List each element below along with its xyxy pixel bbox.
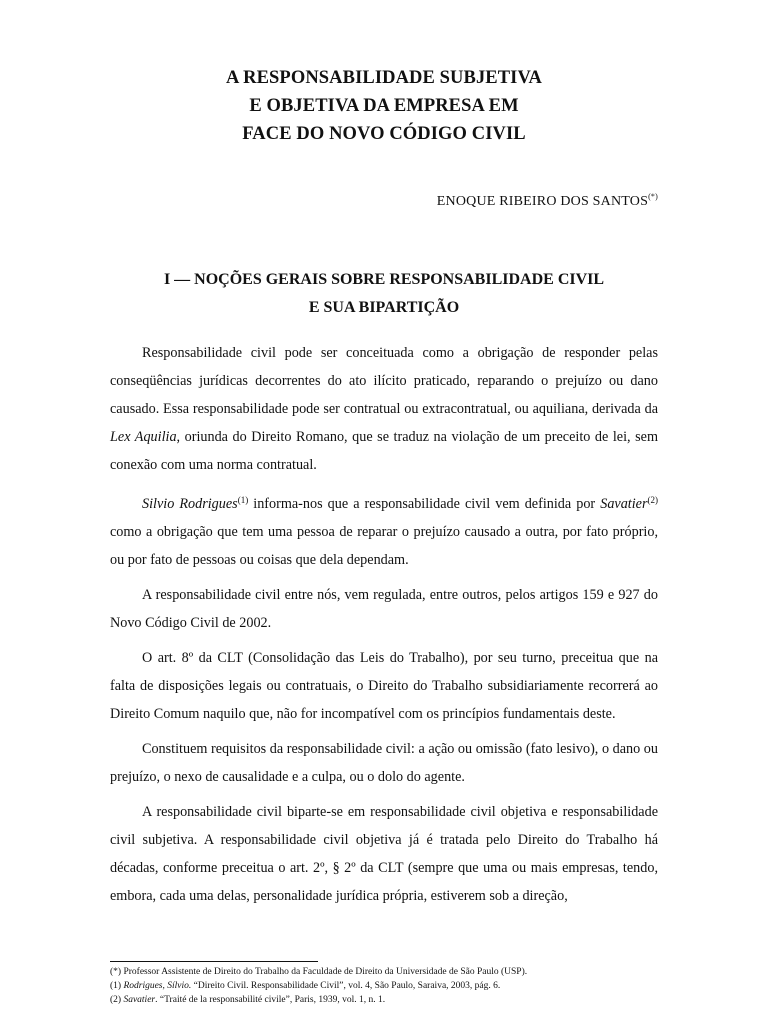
section-heading [0, 266, 768, 322]
author-byline [437, 192, 658, 210]
footnotes [110, 965, 670, 1007]
footnote-2 [110, 993, 670, 1007]
paragraph-1-text-b: , oriunda do Direito Romano, que se traduz na violação de um preceito de lei, sem conexão com uma norma contratual. [110, 429, 658, 473]
footnote-2-number: (2) [110, 995, 124, 1005]
footnote-ref-2: (2) [647, 495, 658, 505]
cited-author-rodrigues: Silvio Rodrigues [142, 496, 238, 512]
paragraph-3: A responsabilidade civil entre nós, vem regulada, entre outros, pelos artigos 159 e 927 do Novo Código Civil de 2002. [110, 587, 658, 631]
footnote-1-number: (1) [110, 981, 124, 991]
section-heading-line-1: I — NOÇÕES GERAIS SOBRE RESPONSABILIDADE CIVIL [163, 271, 605, 288]
paragraph-2 [110, 486, 658, 574]
article-title [0, 64, 768, 148]
author-name: ENOQUE RIBEIRO DOS SANTOS [436, 194, 649, 209]
footnote-ref-1: (1) [237, 495, 249, 505]
footnote-1-text: “Direito Civil. Responsabilidade Civil”, vol. 4, São Paulo, Saraiva, 2003, pág. 6. [191, 981, 501, 991]
footnote-1 [110, 979, 670, 993]
paragraph-2-text-b: como a obrigação que tem uma pessoa de reparar o prejuízo causado a outra, por fato próprio, ou por fato de pessoas ou coisas que dela dependam. [110, 524, 658, 568]
title-line-1: A RESPONSABILIDADE SUBJETIVA [225, 68, 543, 88]
cited-author-savatier: Savatier [600, 496, 648, 512]
footnote-separator [110, 961, 318, 962]
section-heading-line-2: E SUA BIPARTIÇÃO [308, 299, 460, 316]
lex-aquilia-term: Lex Aquilia [110, 429, 177, 445]
paragraph-5: Constituem requisitos da responsabilidade civil: a ação ou omissão (fato lesivo), o dano ou prejuízo, o nexo de causalidade e a culpa, ou o dolo do agente. [110, 741, 658, 785]
paragraph-1 [110, 339, 658, 479]
paragraph-1-text-a: Responsabilidade civil pode ser conceituada como a obrigação de responder pelas conseqüências jurídicas decorrentes do ato ilícito praticado, reparando o prejuízo ou dano causado. Essa responsabilidade pode ser contratual ou extracontratual, ou aquiliana, derivada da [110, 345, 658, 417]
title-line-3: FACE DO NOVO CÓDIGO CIVIL [242, 124, 526, 144]
title-line-2: E OBJETIVA DA EMPRESA EM [249, 96, 519, 116]
footnote-2-text: . “Traité de la responsabilité civile”, Paris, 1939, vol. 1, n. 1. [155, 995, 386, 1005]
footnote-2-author: Savatier [123, 995, 156, 1005]
footnote-1-author: Rodrigues, Sílvio. [123, 981, 192, 991]
paragraph-4: O art. 8º da CLT (Consolidação das Leis do Trabalho), por seu turno, preceitua que na falta de disposições legais ou contratuais, o Direito do Trabalho subsidiariamente recorrerá ao Direito Comum naquilo que, não for incompatível com os princípios fundamentais deste. [110, 650, 658, 722]
paragraph-2-text-a: informa-nos que a responsabilidade civil vem definida por [248, 496, 601, 512]
paragraph-6: A responsabilidade civil biparte-se em responsabilidade civil objetiva e responsabilidade civil subjetiva. A responsabilidade civil objetiva já é tratada pelo Direito do Trabalho há décadas, conforme preceitua o art. 2º, § 2º da CLT (sempre que uma ou mais empresas, tendo, embora, cada uma delas, personalidade jurídica própria, estiverem sob a direção, [110, 804, 658, 904]
author-footnote-mark: (*) [648, 192, 658, 201]
footnote-0: (*) Professor Assistente de Direito do Trabalho da Faculdade de Direito da Universidade de São Paulo (USP). [110, 967, 528, 977]
article-body [110, 339, 658, 917]
